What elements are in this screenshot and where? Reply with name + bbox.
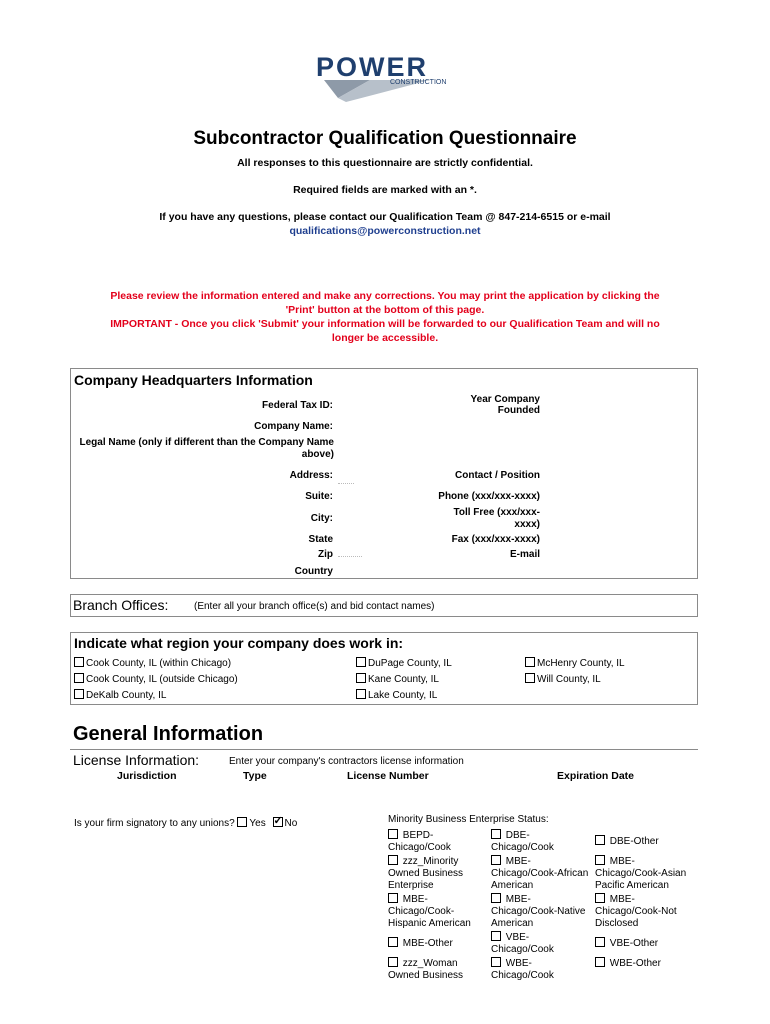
checkbox[interactable]	[388, 957, 398, 967]
address-label: Address:	[289, 470, 333, 481]
region-cook-outside[interactable]	[74, 673, 238, 686]
checkbox[interactable]	[388, 829, 398, 839]
option-label: McHenry County, IL	[537, 658, 625, 669]
notice-line-1: Please review the information entered and make any corrections. You may print the application by clicking the	[110, 290, 660, 302]
logo-sub-text: CONSTRUCTION	[390, 79, 447, 86]
logo	[310, 50, 460, 102]
union-question-label: Is your firm signatory to any unions?	[74, 818, 235, 829]
checkbox[interactable]	[356, 689, 366, 699]
option-label: MBE-Chicago/Cook-Hispanic American	[388, 894, 471, 929]
checkbox[interactable]	[356, 657, 366, 667]
email-label: E-mail	[509, 549, 540, 560]
federal-tax-id-label: Federal Tax ID:	[262, 400, 333, 411]
option-label: zzz_Woman Owned Business	[388, 958, 464, 981]
mbe-option-hispanic[interactable]	[388, 893, 488, 930]
mbe-option-vbe-chicago[interactable]	[491, 931, 591, 956]
branch-title: Branch Offices:	[73, 597, 169, 613]
checkbox[interactable]	[595, 893, 605, 903]
region-mchenry[interactable]	[525, 657, 625, 670]
checkbox[interactable]	[491, 829, 501, 839]
checkbox[interactable]	[525, 657, 535, 667]
mbe-option-zzz-woman[interactable]	[388, 957, 488, 982]
region-dekalb[interactable]	[74, 689, 166, 702]
option-label: Kane County, IL	[368, 674, 439, 685]
option-label: VBE-Other	[609, 938, 659, 949]
mbe-option-wbe-other[interactable]	[595, 957, 695, 970]
checkbox[interactable]	[74, 689, 84, 699]
contact-note: If you have any questions, please contact our Qualification Team @ 847-214-6515 or e-mail	[159, 211, 611, 223]
contact-email-link[interactable]: qualifications@powerconstruction.net	[289, 225, 481, 237]
page-title: Subcontractor Qualification Questionnaire	[193, 128, 577, 149]
region-will[interactable]	[525, 673, 601, 686]
region-kane[interactable]	[356, 673, 439, 686]
option-label: Cook County, IL (outside Chicago)	[86, 674, 238, 685]
country-label: Country	[294, 566, 333, 577]
confidential-note: All responses to this questionnaire are strictly confidential.	[237, 157, 533, 169]
option-label: DeKalb County, IL	[86, 690, 167, 701]
legal-name-label: Legal Name (only if different than the Company Name above)	[79, 437, 334, 460]
notice-line-4: longer be accessible.	[331, 332, 439, 344]
checkbox[interactable]	[388, 855, 398, 865]
union-yes-label: Yes	[249, 818, 266, 829]
mbe-option-mbe-other[interactable]	[388, 937, 488, 950]
mbe-option-asian-pacific[interactable]	[595, 855, 695, 892]
option-label: MBE-Other	[402, 938, 453, 949]
mbe-option-african-american[interactable]	[491, 855, 595, 892]
region-cook-within[interactable]	[74, 657, 231, 670]
general-title: General Information	[73, 723, 264, 745]
license-title: License Information:	[73, 752, 200, 768]
union-no-label: No	[284, 818, 298, 829]
logo-main-text: POWER	[316, 52, 429, 82]
checkbox[interactable]	[74, 673, 84, 683]
phone-label: Phone (xxx/xxx-xxxx)	[438, 491, 540, 502]
company-name-label: Company Name:	[254, 421, 333, 432]
option-label: WBE-Chicago/Cook	[491, 958, 554, 981]
region-dupage[interactable]	[356, 657, 452, 670]
option-label: DuPage County, IL	[368, 658, 452, 669]
required-note: Required fields are marked with an *.	[293, 184, 477, 196]
year-founded-label: Year Company Founded	[470, 394, 540, 416]
mbe-title: Minority Business Enterprise Status:	[388, 814, 549, 825]
option-label: MBE-Chicago/Cook-Native American	[491, 894, 586, 929]
option-label: MBE-Chicago/Cook-Asian Pacific American	[595, 856, 687, 891]
branch-note: (Enter all your branch office(s) and bid contact names)	[194, 601, 435, 612]
notice-line-2: 'Print' button at the bottom of this page.	[285, 304, 485, 316]
checkbox[interactable]	[74, 657, 84, 667]
mbe-option-native-american[interactable]	[491, 893, 595, 930]
union-no-checkbox[interactable]	[273, 817, 283, 827]
license-col-number: License Number	[347, 770, 429, 782]
hq-section	[70, 368, 698, 579]
fax-label: Fax (xxx/xxx-xxxx)	[451, 534, 540, 545]
option-label: Cook County, IL (within Chicago)	[86, 658, 232, 669]
mbe-option-vbe-other[interactable]	[595, 937, 695, 950]
checkbox[interactable]	[491, 855, 501, 865]
union-question	[74, 817, 297, 830]
license-col-type: Type	[243, 770, 267, 782]
option-label: DBE-Other	[609, 836, 659, 847]
region-lake[interactable]	[356, 689, 437, 702]
checkbox[interactable]	[491, 931, 501, 941]
mbe-option-wbe-chicago[interactable]	[491, 957, 591, 982]
suite-label: Suite:	[305, 491, 333, 502]
mbe-option-not-disclosed[interactable]	[595, 893, 695, 930]
checkbox[interactable]	[595, 835, 605, 845]
option-label: BEPD-Chicago/Cook	[388, 830, 451, 853]
review-notice	[60, 289, 710, 345]
checkbox[interactable]	[595, 957, 605, 967]
region-title: Indicate what region your company does work in:	[74, 635, 404, 651]
notice-line-3: IMPORTANT - Once you click 'Submit' your information will be forwarded to our Qualification Team and will no	[110, 318, 660, 330]
checkbox[interactable]	[491, 957, 501, 967]
license-note: Enter your company's contractors license information	[229, 756, 464, 767]
checkbox[interactable]	[388, 937, 398, 947]
checkbox[interactable]	[595, 855, 605, 865]
license-col-jurisdiction: Jurisdiction	[117, 770, 177, 782]
option-label: DBE-Chicago/Cook	[491, 830, 554, 853]
option-label: Lake County, IL	[368, 690, 438, 701]
union-yes-checkbox[interactable]	[237, 817, 247, 827]
checkbox[interactable]	[491, 893, 501, 903]
address-field[interactable]	[338, 483, 354, 485]
mbe-option-zzz-minority[interactable]	[388, 855, 488, 892]
checkbox[interactable]	[595, 937, 605, 947]
hq-title: Company Headquarters Information	[74, 372, 313, 388]
option-label: VBE-Chicago/Cook	[491, 932, 554, 955]
mbe-option-bepd[interactable]	[388, 829, 488, 854]
checkbox[interactable]	[525, 673, 535, 683]
mbe-option-dbe-chicago[interactable]	[491, 829, 591, 854]
option-label: WBE-Other	[609, 958, 661, 969]
city-label: City:	[310, 513, 333, 524]
zip-label: Zip	[318, 549, 333, 560]
option-label: MBE-Chicago/Cook-Not Disclosed	[595, 894, 677, 929]
option-label: zzz_Minority Owned Business Enterprise	[388, 856, 464, 891]
checkbox[interactable]	[388, 893, 398, 903]
checkbox[interactable]	[356, 673, 366, 683]
zip-field[interactable]	[338, 556, 362, 558]
toll-free-label: Toll Free (xxx/xxx-xxxx)	[453, 507, 540, 530]
option-label: Will County, IL	[537, 674, 601, 685]
state-label: State	[308, 534, 333, 545]
general-rule	[70, 749, 698, 750]
mbe-option-dbe-other[interactable]	[595, 835, 695, 848]
license-col-expiration: Expiration Date	[557, 770, 635, 782]
contact-position-label: Contact / Position	[455, 470, 540, 481]
option-label: MBE-Chicago/Cook-African American	[491, 856, 589, 891]
